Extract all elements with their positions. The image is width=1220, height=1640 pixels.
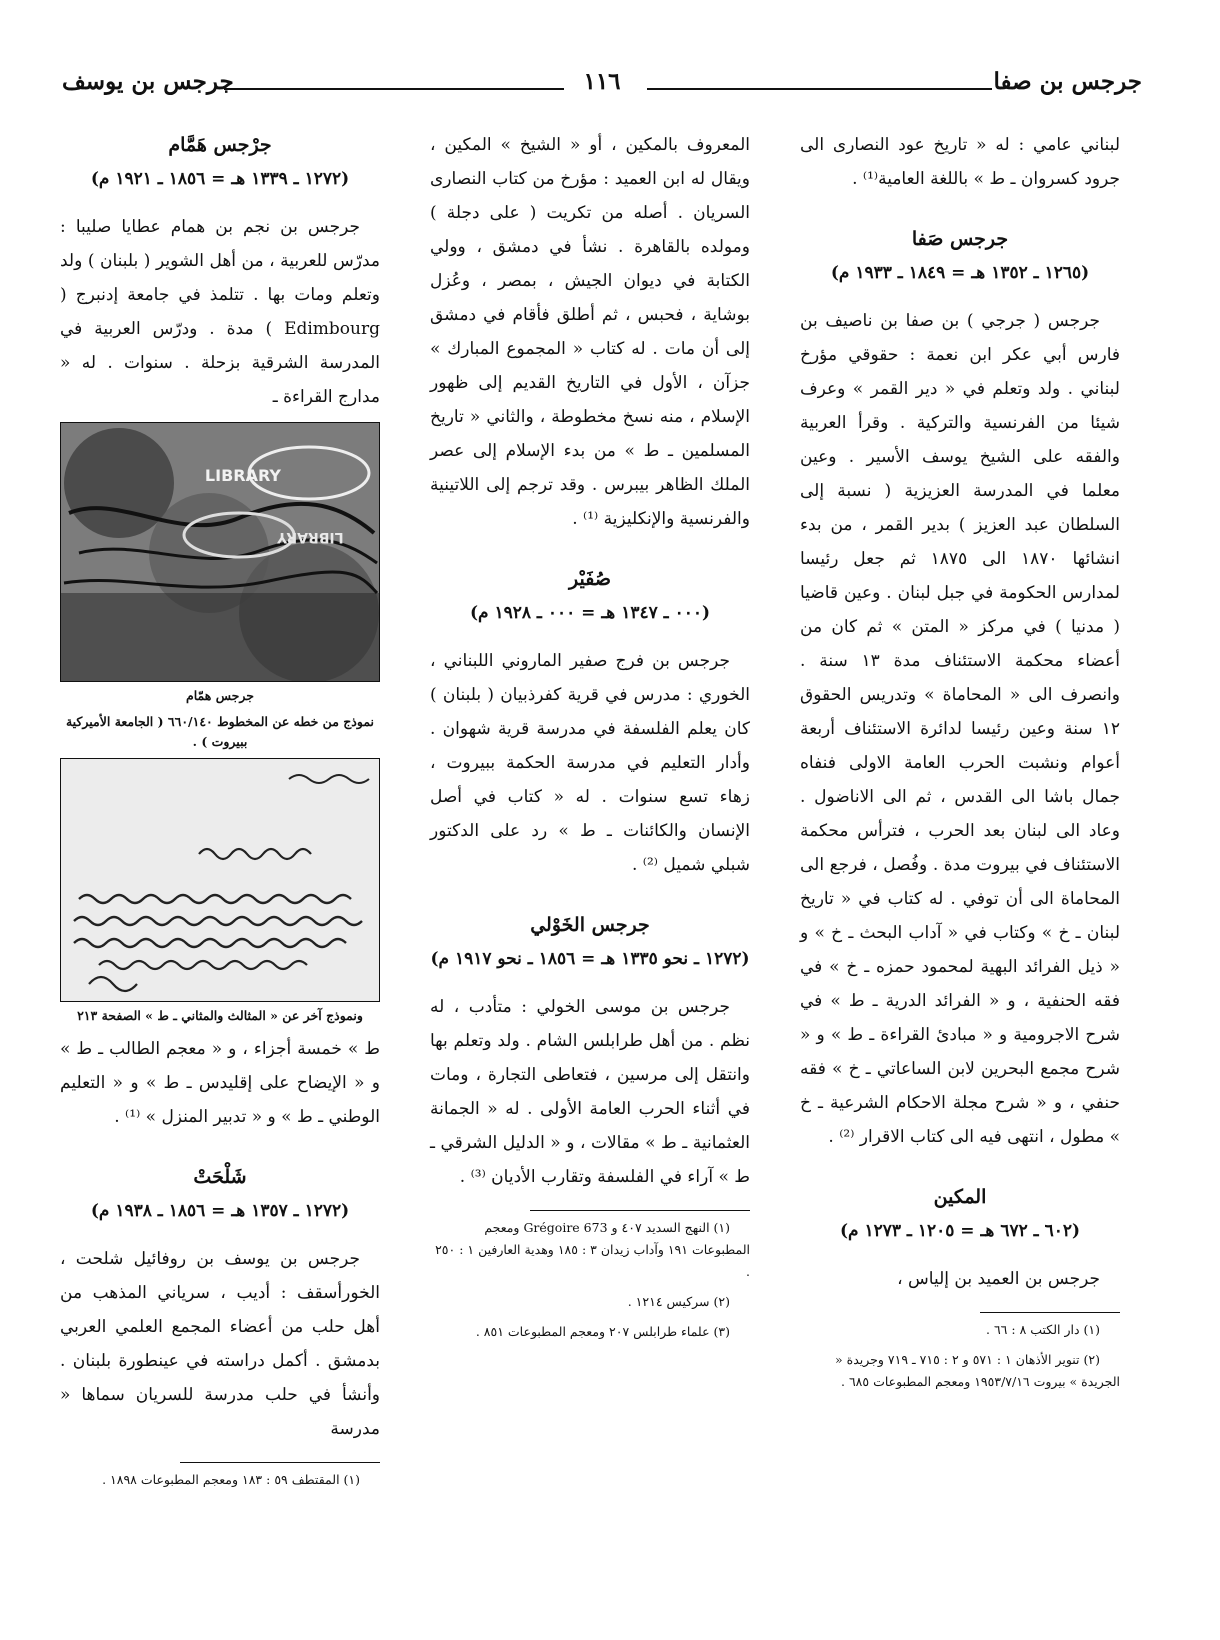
running-header xyxy=(62,68,1142,108)
header-rule-right xyxy=(647,88,992,90)
handwriting-scan xyxy=(60,759,379,1001)
stamp-text-inverted: LIBRARY xyxy=(277,529,344,545)
entry-dates: (١٢٦٥ ـ ١٣٥٢ هـ = ١٨٤٩ ـ ١٩٣٣ م) xyxy=(830,263,1090,283)
footnote: (١) دار الكتب ٨ : ٦٦ . xyxy=(986,1322,1100,1337)
column-middle xyxy=(430,128,750,1351)
handwriting-sample-image xyxy=(60,758,380,1002)
entry-body: جرجس بن نجم بن همام عطايا صليبا : مدرّس للعربية ، من أهل الشوير ( بلبنان ) ولد وتعلم ومات بها . تتلمذ في جامعة إدنبرج ( Edimbourg ) مدة . ودرّس العربية في المدرسة الشرقية بزحلة . سنوات . له « مدارج القراءة ـ xyxy=(60,217,380,407)
figure-caption-name: جرجس همّام xyxy=(185,688,254,703)
entry-title: جرجس صَفا xyxy=(911,228,1009,250)
entry-body: جرجس بن يوسف بن روفائيل شلحت ، الخورأسقف : أديب ، سرياني المذهب من أهل حلب من أعضاء المجمع العلمي العربي بدمشق . أكمل دراسته في عينطورة بلبنان . وأنشأ في حلب مدرسة للسريان سماها « مدرسة xyxy=(60,1249,380,1439)
entry-dates: (١٢٧٢ ـ نحو ١٣٣٥ هـ = ١٨٥٦ ـ نحو ١٩١٧ م) xyxy=(430,949,750,969)
continued-text: لبناني عامي : له « تاريخ عود النصارى الى جرود كسروان ـ ط » باللغة العامية⁽¹⁾ . xyxy=(800,135,1120,189)
continued-text: ط » خمسة أجزاء ، و « معجم الطالب ـ ط » و « الإيضاح على إقليدس ـ ط » و « التعليم الوطني ـ ط » و « تدبير المنزل » ⁽¹⁾ . xyxy=(60,1039,380,1127)
header-right-title: جرجس بن صفا xyxy=(993,68,1142,95)
entry-title: صُفَيْر xyxy=(569,568,611,590)
entry-dates: (٦٠٢ ـ ٦٧٢ هـ = ١٢٠٥ ـ ١٢٧٣ م) xyxy=(839,1221,1081,1241)
entry-title: شَلْحَتْ xyxy=(193,1166,247,1188)
entry-dates: (١٢٧٢ ـ ١٣٥٧ هـ = ١٨٥٦ ـ ١٩٣٨ م) xyxy=(90,1201,350,1221)
column-left xyxy=(60,128,380,1499)
entry-dates: (٠٠٠ ـ ١٣٤٧ هـ = ٠٠٠ ـ ١٩٢٨ م) xyxy=(469,603,711,623)
manuscript-scan xyxy=(60,423,379,681)
entry-body: جرجس بن موسى الخولي : متأدب ، له نظم . من أهل طرابلس الشام . ولد وتعلم بها وانتقل إلى مرسين ، فتعاطى التجارة ، ومات في أثناء الحرب العامة الأولى . له « الجمانة العثمانية ـ ط » مقالات ، و « الدليل الشرقي ـ ط » آراء في الفلسفة وتقارب الأديان ⁽³⁾ . xyxy=(430,997,750,1187)
footnote: (٣) علماء طرابلس ٢٠٧ ومعجم المطبوعات ٨٥١ . xyxy=(475,1324,730,1339)
footnote-rule xyxy=(530,1210,750,1211)
entry-body: جرجس بن العميد بن إلياس ، xyxy=(897,1269,1100,1289)
figure-caption: نموذج من خطه عن المخطوط ٦٦٠/١٤٠ ( الجامعة الأميركية ببيروت ) . xyxy=(65,714,375,749)
manuscript-image xyxy=(60,422,380,682)
entry-title: جرجس الخَوْلي xyxy=(530,914,650,936)
continued-text: المعروف بالمكين ، أو « الشيخ » المكين ، ويقال له ابن العميد : مؤرخ من كتاب النصارى السريان . أصله من تكريت ( على دجلة ) ومولده بالقاهرة . نشأ في دمشق ، وولي الكتابة في ديوان الجيش ، بمصر ، وعُزل بوشاية ، فحبس ، ثم أطلق فأقام في دمشق إلى أن مات . له كتاب « المجموع المبارك » جزآن ، الأول في التاريخ القديم إلى ظهور الإسلام ، منه نسخ مخطوطة ، والثاني « تاريخ المسلمين ـ ط » من بدء الإسلام إلى عصر الملك الظاهر بيبرس . وقد ترجم إلى اللاتينية والفرنسية والإنكليزية ⁽¹⁾ . xyxy=(430,135,750,529)
footnote-rule xyxy=(980,1312,1120,1313)
entry-title: المكين xyxy=(933,1186,987,1208)
footnote: (١) المقتطف ٥٩ : ١٨٣ ومعجم المطبوعات ١٨٩٨ . xyxy=(102,1472,360,1487)
entry-title: جرْجس هَمَّام xyxy=(168,134,272,156)
entry-dates: (١٢٧٢ ـ ١٣٣٩ هـ = ١٨٥٦ ـ ١٩٢١ م) xyxy=(90,169,350,189)
figure-caption: ونموذج آخر عن « المثالث والمثاني ـ ط » الصفحة ٢١٣ xyxy=(77,1008,363,1023)
column-right xyxy=(800,128,1120,1401)
footnote: (٢) سركيس ١٢١٤ . xyxy=(627,1294,730,1309)
footnote: (١) النهج السديد ٤٠٧ و Grégoire 673 ومعجم المطبوعات ١٩١ وآداب زيدان ٣ : ١٨٥ وهدية العارفين ١ : ٢٥٠ . xyxy=(435,1220,750,1279)
footnote-rule xyxy=(180,1462,380,1463)
header-rule-left xyxy=(224,88,564,90)
header-left-title: جرجس بن يوسف xyxy=(62,68,234,95)
entry-body: جرجس بن فرج صفير الماروني اللبناني ، الخوري : مدرس في قرية كفرذبيان ( بلبنان ) كان يعلم الفلسفة في مدرسة قرية شهوان . وأدار التعليم في مدرسة الحكمة ببيروت ، زهاء تسع سنوات . له « كتاب في أصل الإنسان والكائنات ـ ط » رد على الدكتور شبلي شميل ⁽²⁾ . xyxy=(430,651,750,875)
stamp-text: LIBRARY xyxy=(204,466,281,485)
page-number: ١١٦ xyxy=(573,68,630,95)
footnote: (٢) تنوير الأذهان ١ : ٥٧١ و ٢ : ٧١٥ ـ ٧١٩ وجريدة « الجريدة » بيروت ١٩٥٣/٧/١٦ ومعجم المطبوعات ٦٨٥ . xyxy=(835,1352,1120,1389)
entry-body: جرجس ( جرجي ) بن صفا بن ناصيف بن فارس أبي عكر ابن نعمة : حقوقي مؤرخ لبناني . ولد وتعلم في « دير القمر » وعرف شيئا من الفرنسية والتركية . وقرأ العربية والفقه على الشيخ يوسف الأسير . وعين معلما في المدرسة العزيزية ( نسبة إلى السلطان عبد العزيز ) بدير القمر ، من بدء انشائها ١٨٧٠ الى ١٨٧٥ ثم جعل رئيسا لمدارس الحكومة في جبل لبنان . وعين قاضيا ( مدنيا ) في مركز « المتن » ثم كان من أعضاء محكمة الاستئناف مدة ١٣ سنة . وانصرف الى « المحاماة » وتدريس الحقوق ١٢ سنة وعين رئيسا لدائرة الاستئناف أربعة أعوام ونشبت الحرب العامة الاولى فنفاه جمال باشا الى القدس ، ثم الى الاناضول . وعاد الى لبنان بعد الحرب ، فترأس محكمة الاستئناف في بيروت مدة . وفُصل ، فرجع الى المحاماة الى أن توفي . له كتاب في « تاريخ لبنان ـ خ » وكتاب في « آداب البحث ـ خ » و « ذيل الفرائد البهية لمحمود حمزه ـ خ » في فقه الحنفية ، و « الفرائد الدرية ـ ط » في شرح الاجرومية و « مبادئ القراءة ـ ط » و « شرح مجمع البحرين لابن الساعاتي ـ خ » فقه حنفي ، و « شرح مجلة الاحكام الشرعية ـ خ » مطول ، انتهى فيه الى كتاب الاقرار ⁽²⁾ . xyxy=(800,311,1120,1147)
